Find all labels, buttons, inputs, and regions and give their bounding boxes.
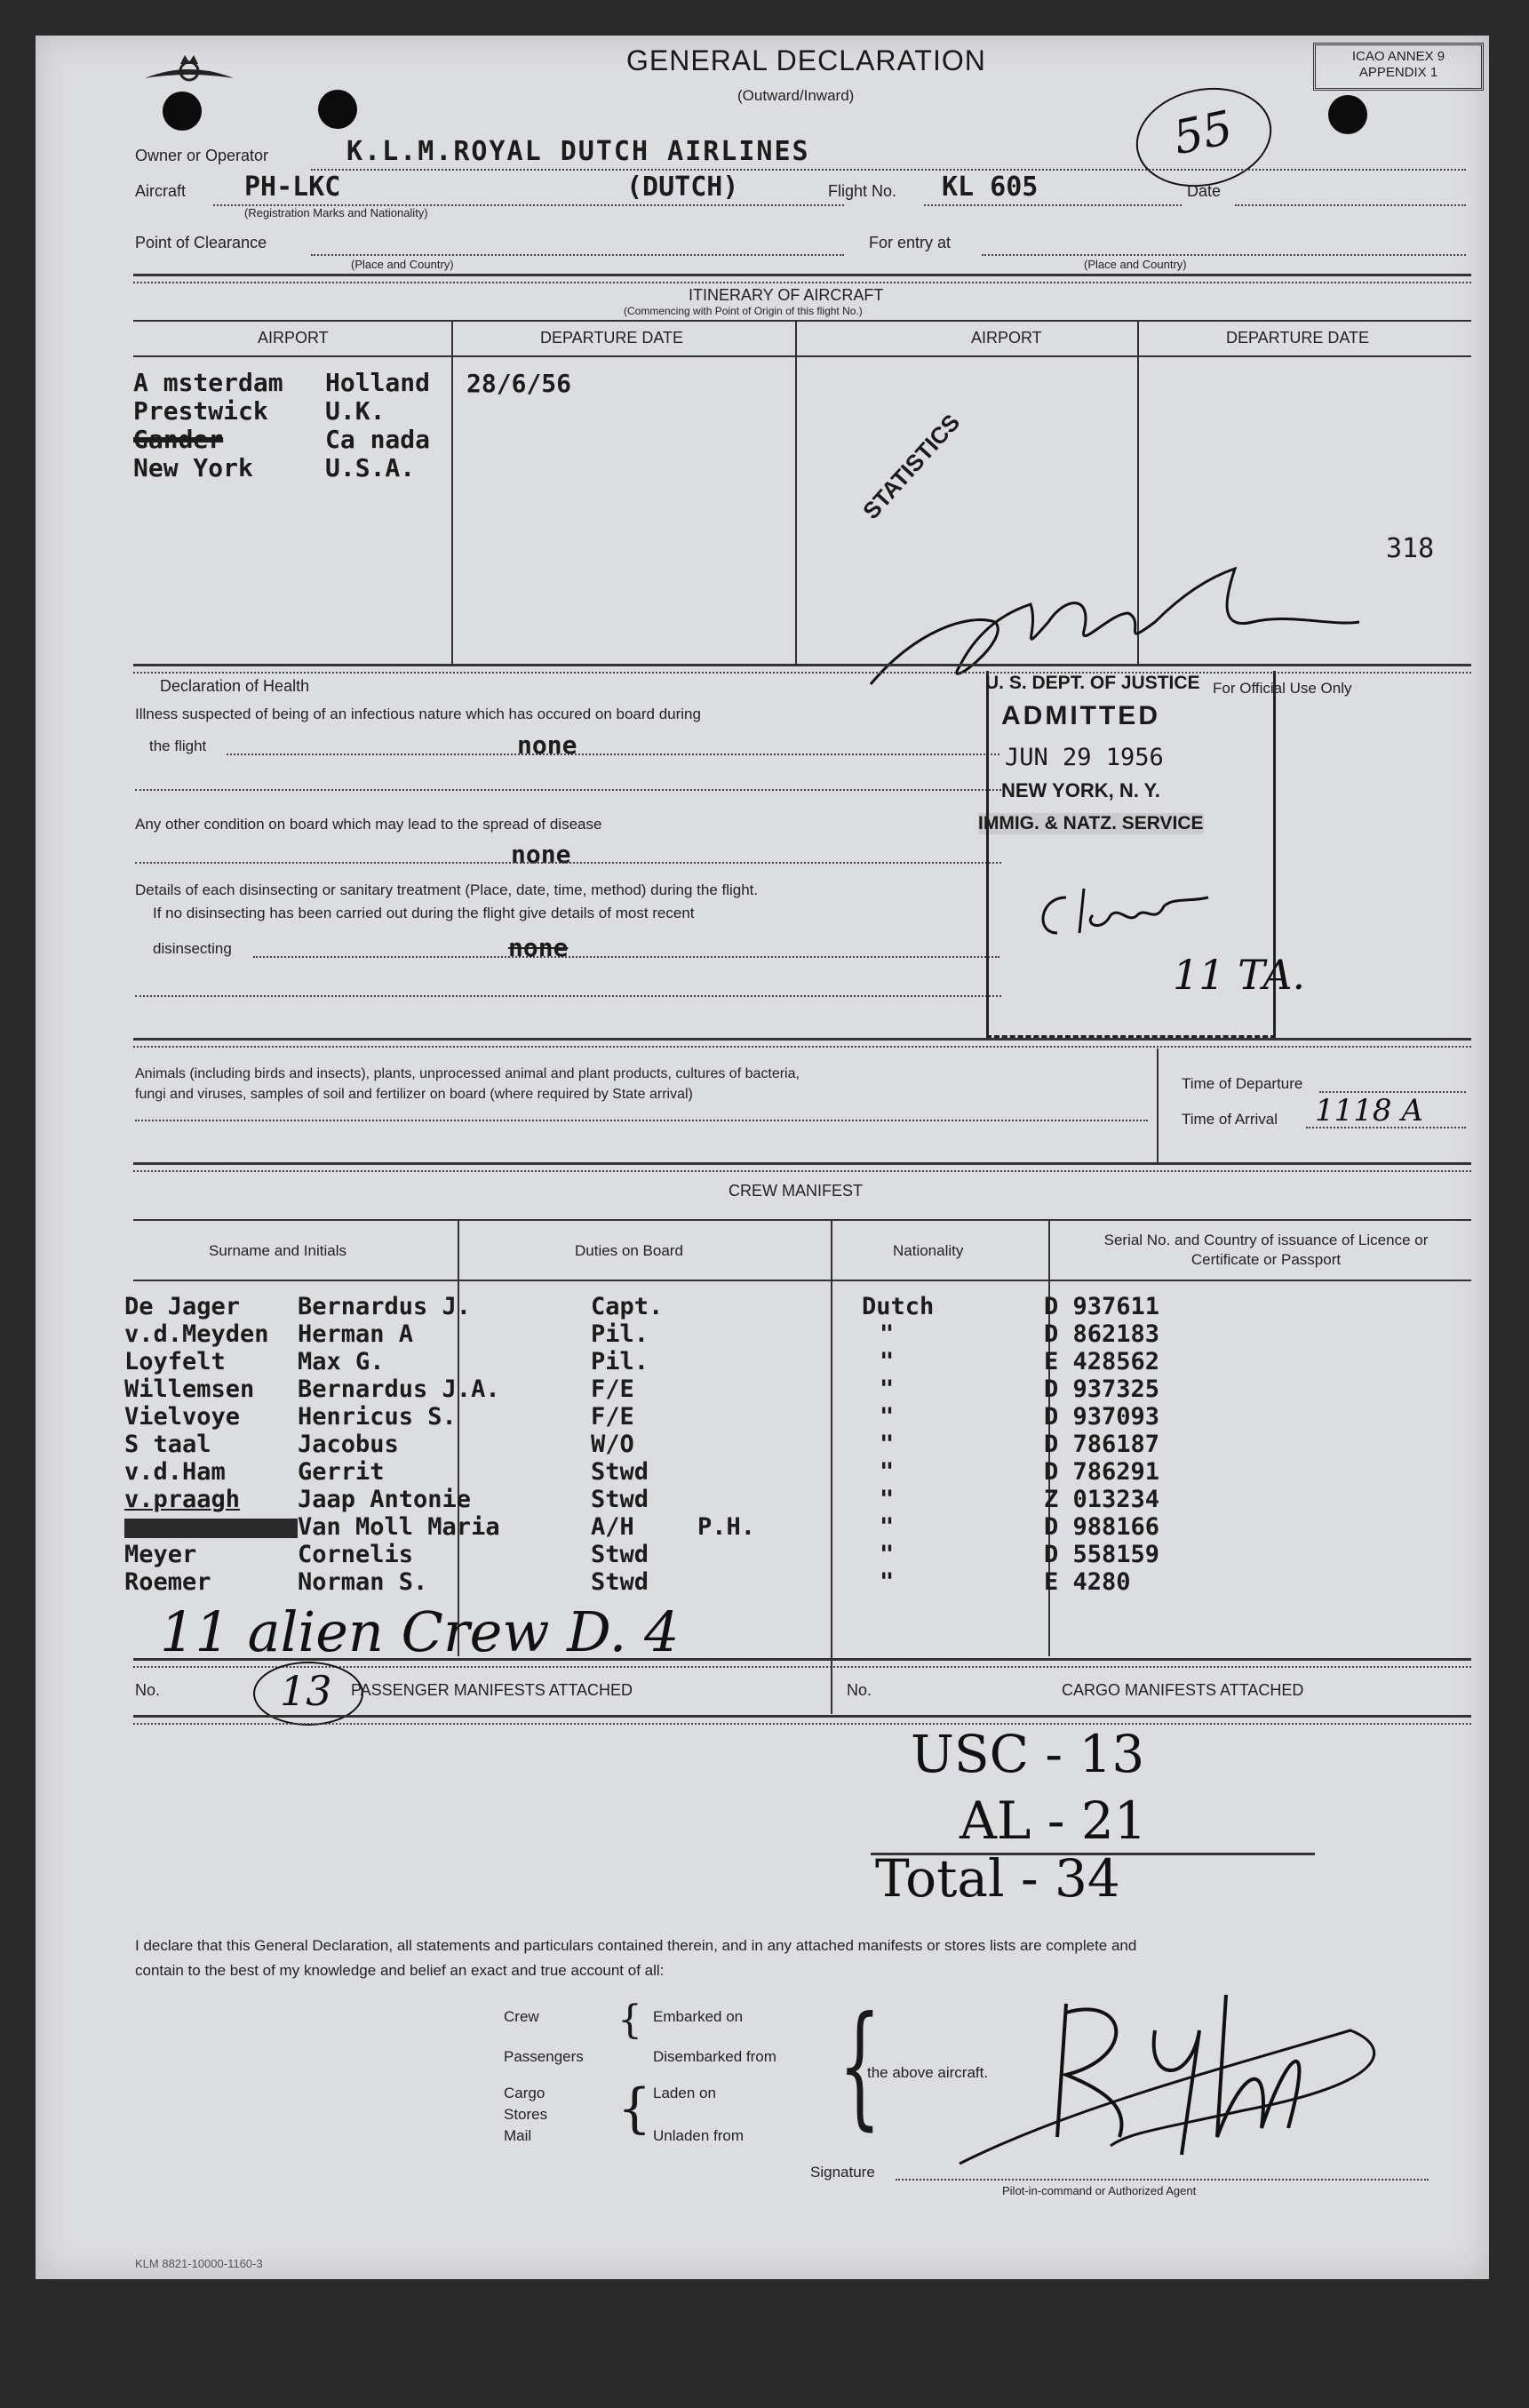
stamp-handwritten-note: 11 TA. [1173, 951, 1306, 999]
crew-title: CREW MANIFEST [729, 1182, 863, 1200]
punch-hole [1328, 95, 1367, 134]
circled-number: 55 [1127, 76, 1280, 199]
flight-label: Flight No. [828, 182, 897, 200]
crew-row: Van Moll Maria A/H P.H. " D 988166 [124, 1513, 1159, 1541]
crew-row: Vielvoye Henricus S. F/E " D 937093 [124, 1403, 1160, 1431]
declaration-form: GENERAL DECLARATION (Outward/Inward) ICAO ANNEX 9 APPENDIX 1 55 Owner or Operator K.L.M.ROYAL DUTCH AIRLINES Aircraft PH-LKC (DUTCH) (Registration Marks and Nationality) Flight No. KL 605 Date Point of Clearance (Place and Country) For entry at (Place and Country) ITINERARY OF AIRCRAFT (Commencing with Point of Origin of this flight No.) AIRPORT DEPARTURE DATE AIRPORT DEPARTURE DATE A msterdam Holland Prestwick U.K. Gander Ca nada New York U.S.A. 28/6/56 STATISTICS 318 Declaration of Health Illness suspected of being of an infectious nature which has occured on board during the flight none Any other condition on board which may lead to the spread of disease none Details of each disinsecting or sanitary treatment (Place, date, time, method) during the flight. If no disinsecting has been carried out during the flight give details of most recent disinsecting none For Official Use Only U. S. DEPT. OF JUSTICE ADMITTED JUN 29 1956 NEW YORK, N. Y. IMMIG. & NATZ. SERVICE 11 TA. Animals (including birds and insects), plants, unprocessed animal and plant products, cultures of bacteria, fungi and viruses, samples of soil and fertilizer on board (where required by State arrival) Time of Departure Time of Arrival 1118 A CREW MANIFEST Surname and Initials Duties on Board Nationality Serial No. and Country of issuance of Licence or Certificate or Passport De Jager Bernardus J. Capt. Dutch D 937611 v.d.Meyden Herman A Pil. " D 862183 Loyfelt Max G. Pil. " E 428562 Willemsen Bernardus J.A. F/E " D 937325 Vielvoye Henricus S. F/E " D 937093 S taal Jacobus W/O " D 786187 v.d.Ham Gerrit Stwd " D 786291 v.praagh Jaap Antonie Stwd " Z 013234 Van Moll Maria A/H P.H. " D 988166 Meyer Cornelis Stwd " D 558159 Roemer Norman S. Stwd " E 4280 11 alien Crew D. 4 No. 13 PASSENGER MANIFESTS ATTACHED No. CARGO MANIFESTS ATTACHED USC - 13 AL - 21 Total - 34 I declare that this General Declaration, all statements and particulars contained therein, and in any attached manifests or stores lists are complete and contain to the best of my knowledge and belief an exact and true account of all: Crew Passengers Cargo Stores Mail { { Embarked on Disembarked from Laden on Unladen from { the above aircraft. Signature Pilot-in-command or Authorized Agent KLM 8821-10000-1160-3 [36, 36, 1489, 2279]
crew-handwritten-note: 11 alien Crew D. 4 [160, 1599, 680, 1664]
icao-box: ICAO ANNEX 9 APPENDIX 1 [1313, 43, 1484, 91]
crew-row: Loyfelt Max G. Pil. " E 428562 [124, 1348, 1160, 1375]
agent-label: Pilot-in-command or Authorized Agent [1002, 2184, 1197, 2197]
crew-row: v.praagh Jaap Antonie Stwd " Z 013234 [124, 1486, 1160, 1513]
official-use-label: For Official Use Only [1213, 680, 1352, 697]
crew-row: Willemsen Bernardus J.A. F/E " D 937325 [124, 1375, 1160, 1403]
admitted-stamp: U. S. DEPT. OF JUSTICE ADMITTED JUN 29 1956 NEW YORK, N. Y. IMMIG. & NATZ. SERVICE [986, 671, 1276, 1038]
form-title: GENERAL DECLARATION [626, 44, 986, 76]
total-count: Total - 34 [875, 1848, 1120, 1909]
crew-list [124, 1293, 1159, 1596]
flight-number: KL 605 [942, 171, 1039, 203]
health-answer-disinsecting: none [508, 933, 569, 962]
entry-label: For entry at [869, 234, 952, 251]
punch-hole [163, 92, 202, 131]
aircraft-label: Aircraft [135, 182, 187, 200]
crew-row: Meyer Cornelis Stwd " D 558159 [124, 1541, 1160, 1568]
health-answer-condition: none [511, 840, 571, 869]
cargo-manifests-label: CARGO MANIFESTS ATTACHED [1062, 1681, 1304, 1699]
owner-label: Owner or Operator [135, 147, 269, 164]
clearance-label: Point of Clearance [135, 234, 267, 251]
arrival-time: 1118 A [1315, 1093, 1423, 1128]
crew-row: S taal Jacobus W/O " D 786187 [124, 1431, 1160, 1458]
statistics-stamp: STATISTICS [857, 409, 966, 525]
page-number: 318 [1386, 533, 1435, 564]
punch-hole [318, 90, 357, 129]
brace-icon: { [617, 2077, 652, 2140]
owner-value: K.L.M.ROYAL DUTCH AIRLINES [346, 136, 810, 167]
form-number: KLM 8821-10000-1160-3 [135, 2257, 263, 2270]
form-subtitle: (Outward/Inward) [737, 87, 855, 104]
itinerary-row: A msterdam Holland Prestwick U.K. Gander Ca nada New York U.S.A. [133, 368, 431, 482]
brace-icon: { [838, 1989, 881, 2143]
departure-date: 28/6/56 [466, 369, 572, 398]
usc-count: USC - 13 [911, 1724, 1145, 1784]
officer-initials-icon [1031, 880, 1217, 960]
health-answer-illness: none [517, 730, 577, 760]
signature-label: Signature [810, 2164, 875, 2181]
alien-count: AL - 21 [960, 1790, 1147, 1851]
pilot-signature-icon [933, 1977, 1448, 2181]
health-title: Declaration of Health [160, 677, 310, 695]
aircraft-registration: PH-LKC [244, 171, 341, 203]
aircraft-nationality: (DUTCH) [626, 171, 739, 203]
crew-row: v.d.Meyden Herman A Pil. " D 862183 [124, 1320, 1160, 1348]
crew-row: Roemer Norman S. Stwd " E 4280 [124, 1568, 1131, 1596]
crew-row: v.d.Ham Gerrit Stwd " D 786291 [124, 1458, 1160, 1486]
registration-note: (Registration Marks and Nationality) [244, 206, 428, 219]
itinerary-title: ITINERARY OF AIRCRAFT [689, 286, 884, 304]
passenger-count-circle: 13 [253, 1662, 363, 1726]
passenger-manifests-label: PASSENGER MANIFESTS ATTACHED [351, 1681, 633, 1699]
date-label: Date [1187, 182, 1222, 200]
brace-icon: { [617, 1997, 642, 2043]
klm-crown-logo-icon [140, 52, 238, 96]
crew-row: De Jager Bernardus J. Capt. Dutch D 937611 [124, 1293, 1160, 1320]
itinerary-subtitle: (Commencing with Point of Origin of this flight No.) [624, 305, 863, 317]
